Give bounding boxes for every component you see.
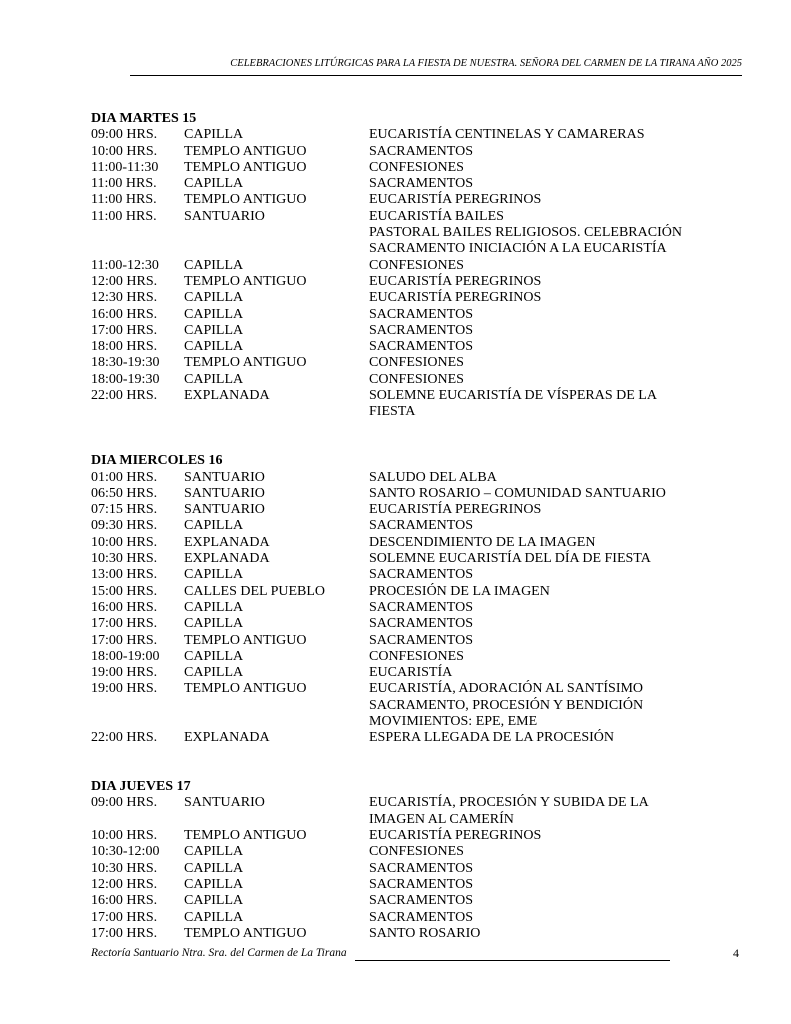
schedule-row xyxy=(91,274,731,290)
description-line: SOLEMNE EUCARISTÍA DE VÍSPERAS DE LA xyxy=(369,388,657,404)
schedule-row xyxy=(91,209,731,258)
description-line: ESPERA LLEGADA DE LA PROCESIÓN xyxy=(369,730,615,746)
schedule-row xyxy=(91,828,731,844)
event-description xyxy=(369,861,731,877)
event-description xyxy=(369,518,731,534)
event-place: CAPILLA xyxy=(184,893,244,909)
schedule-row xyxy=(91,861,731,877)
schedule-row xyxy=(91,355,731,371)
event-time: 17:00 HRS. xyxy=(91,909,158,925)
day-section xyxy=(91,111,731,421)
schedule-row xyxy=(91,567,731,583)
event-place: CAPILLA xyxy=(184,665,244,681)
description-line: PROCESIÓN DE LA IMAGEN xyxy=(369,583,550,599)
description-line: PASTORAL BAILES RELIGIOSOS. CELEBRACIÓN xyxy=(369,225,682,241)
event-description xyxy=(369,372,731,388)
event-description xyxy=(369,649,731,665)
event-time: 07:15 HRS. xyxy=(91,502,158,518)
page-footer: Rectoría Santuario Ntra. Sra. del Carmen de La Tirana xyxy=(91,947,347,959)
event-place: SANTUARIO xyxy=(184,795,265,811)
event-time: 10:00 HRS. xyxy=(91,828,158,844)
event-time: 16:00 HRS. xyxy=(91,599,158,615)
event-place: CAPILLA xyxy=(184,860,244,876)
description-line: CONFESIONES xyxy=(369,371,464,387)
event-time: 10:30 HRS. xyxy=(91,860,158,876)
description-line: SACRAMENTO, PROCESIÓN Y BENDICIÓN xyxy=(369,697,644,713)
event-place: TEMPLO ANTIGUO xyxy=(184,273,307,289)
event-place: CALLES DEL PUEBLO xyxy=(184,583,326,599)
event-place: TEMPLO ANTIGUO xyxy=(184,632,307,648)
description-line: SACRAMENTOS xyxy=(369,306,473,322)
page-number: 4 xyxy=(733,946,739,960)
header-divider xyxy=(130,75,742,76)
event-time: 17:00 HRS. xyxy=(91,632,158,648)
event-time: 12:00 HRS. xyxy=(91,876,158,892)
event-time: 11:00 HRS. xyxy=(91,208,157,224)
schedule-row xyxy=(91,551,731,567)
description-line: SACRAMENTOS xyxy=(369,616,473,632)
description-line: EUCARISTÍA BAILES xyxy=(369,208,504,224)
description-line: CONFESIONES xyxy=(369,159,464,175)
event-place: SANTUARIO xyxy=(184,208,265,224)
description-line: SOLEMNE EUCARISTÍA DEL DÍA DE FIESTA xyxy=(369,551,651,567)
event-description xyxy=(369,274,731,290)
schedule-row xyxy=(91,518,731,534)
event-place: TEMPLO ANTIGUO xyxy=(184,828,307,844)
event-time: 11:00-11:30 xyxy=(91,159,159,175)
event-place: CAPILLA xyxy=(184,371,244,387)
description-line: EUCARISTÍA PEREGRINOS xyxy=(369,828,542,844)
event-time: 19:00 HRS. xyxy=(91,665,158,681)
event-description xyxy=(369,567,731,583)
event-time: 01:00 HRS. xyxy=(91,469,158,485)
event-time: 11:00-12:30 xyxy=(91,257,159,273)
schedule-row xyxy=(91,649,731,665)
description-line: EUCARISTÍA PEREGRINOS xyxy=(369,192,542,208)
event-time: 22:00 HRS. xyxy=(91,388,158,404)
event-description xyxy=(369,470,731,486)
event-description xyxy=(369,877,731,893)
event-description xyxy=(369,486,731,502)
schedule-row xyxy=(91,470,731,486)
schedule-row xyxy=(91,144,731,160)
event-place: EXPLANADA xyxy=(184,388,270,404)
description-line: EUCARISTÍA PEREGRINOS xyxy=(369,502,542,518)
event-description xyxy=(369,681,731,730)
description-line: SACRAMENTOS xyxy=(369,893,473,909)
event-place: CAPILLA xyxy=(184,518,244,534)
event-time: 18:00-19:30 xyxy=(91,371,160,387)
schedule-row xyxy=(91,258,731,274)
event-description xyxy=(369,290,731,306)
section-gap xyxy=(91,421,731,454)
event-description xyxy=(369,633,731,649)
description-line: FIESTA xyxy=(369,404,416,420)
description-line: SACRAMENTOS xyxy=(369,567,473,583)
schedule-row xyxy=(91,893,731,909)
schedule-row xyxy=(91,730,731,746)
event-place: TEMPLO ANTIGUO xyxy=(184,192,307,208)
schedule-row xyxy=(91,665,731,681)
description-line: SACRAMENTOS xyxy=(369,909,473,925)
event-place: EXPLANADA xyxy=(184,534,270,550)
description-line: CONFESIONES xyxy=(369,355,464,371)
description-line: EUCARISTÍA CENTINELAS Y CAMARERAS xyxy=(369,127,645,143)
event-description xyxy=(369,307,731,323)
event-description xyxy=(369,584,731,600)
event-description xyxy=(369,828,731,844)
page-header: CELEBRACIONES LITÚRGICAS PARA LA FIESTA DE NUESTRA. SEÑORA DEL CARMEN DE LA TIRANA AÑO 2025 xyxy=(230,58,742,69)
event-time: 10:30-12:00 xyxy=(91,844,160,860)
description-line: EUCARISTÍA, ADORACIÓN AL SANTÍSIMO xyxy=(369,681,644,697)
event-place: CAPILLA xyxy=(184,599,244,615)
schedule-row xyxy=(91,192,731,208)
event-description xyxy=(369,844,731,860)
event-description xyxy=(369,502,731,518)
event-place: CAPILLA xyxy=(184,176,244,192)
description-line: SANTO ROSARIO – COMUNIDAD SANTUARIO xyxy=(369,485,666,501)
event-time: 17:00 HRS. xyxy=(91,925,158,941)
event-time: 22:00 HRS. xyxy=(91,730,158,746)
event-description xyxy=(369,910,731,926)
event-place: CAPILLA xyxy=(184,909,244,925)
event-place: CAPILLA xyxy=(184,876,244,892)
schedule-row xyxy=(91,926,731,942)
event-time: 13:00 HRS. xyxy=(91,567,158,583)
event-description xyxy=(369,730,731,746)
event-description xyxy=(369,388,731,421)
description-line: EUCARISTÍA xyxy=(369,665,453,681)
schedule-row xyxy=(91,910,731,926)
schedule-row xyxy=(91,584,731,600)
description-line: EUCARISTÍA PEREGRINOS xyxy=(369,273,542,289)
event-time: 11:00 HRS. xyxy=(91,176,157,192)
day-section xyxy=(91,453,731,746)
event-description xyxy=(369,176,731,192)
description-line: SACRAMENTOS xyxy=(369,599,473,615)
event-description xyxy=(369,535,731,551)
schedule-row xyxy=(91,681,731,730)
event-time: 19:00 HRS. xyxy=(91,681,158,697)
event-time: 15:00 HRS. xyxy=(91,583,158,599)
event-place: TEMPLO ANTIGUO xyxy=(184,159,307,175)
event-time: 18:30-19:30 xyxy=(91,355,160,371)
description-line: DESCENDIMIENTO DE LA IMAGEN xyxy=(369,534,596,550)
event-time: 09:00 HRS. xyxy=(91,795,158,811)
event-time: 16:00 HRS. xyxy=(91,893,158,909)
schedule-row xyxy=(91,339,731,355)
event-place: TEMPLO ANTIGUO xyxy=(184,143,307,159)
event-description xyxy=(369,144,731,160)
event-place: CAPILLA xyxy=(184,648,244,664)
event-place: CAPILLA xyxy=(184,257,244,273)
event-time: 11:00 HRS. xyxy=(91,192,157,208)
schedule-row xyxy=(91,160,731,176)
event-time: 17:00 HRS. xyxy=(91,322,158,338)
schedule-row xyxy=(91,616,731,632)
description-line: SACRAMENTOS xyxy=(369,518,473,534)
event-place: TEMPLO ANTIGUO xyxy=(184,925,307,941)
schedule-row xyxy=(91,633,731,649)
event-description xyxy=(369,616,731,632)
event-time: 10:30 HRS. xyxy=(91,551,158,567)
event-place: CAPILLA xyxy=(184,616,244,632)
event-time: 18:00-19:00 xyxy=(91,648,160,664)
event-time: 06:50 HRS. xyxy=(91,485,158,501)
schedule-row xyxy=(91,307,731,323)
day-title: DIA MIERCOLES 16 xyxy=(91,453,223,469)
event-place: TEMPLO ANTIGUO xyxy=(184,681,307,697)
event-description xyxy=(369,600,731,616)
description-line: MOVIMIENTOS: EPE, EME xyxy=(369,713,538,729)
event-time: 12:00 HRS. xyxy=(91,273,158,289)
event-time: 10:00 HRS. xyxy=(91,534,158,550)
description-line: SACRAMENTOS xyxy=(369,339,473,355)
event-description xyxy=(369,926,731,942)
description-line: IMAGEN AL CAMERÍN xyxy=(369,811,514,827)
schedule-row xyxy=(91,600,731,616)
section-gap xyxy=(91,747,731,780)
schedule-row xyxy=(91,877,731,893)
event-place: EXPLANADA xyxy=(184,551,270,567)
description-line: EUCARISTÍA PEREGRINOS xyxy=(369,290,542,306)
event-time: 18:00 HRS. xyxy=(91,339,158,355)
event-place: CAPILLA xyxy=(184,567,244,583)
event-place: CAPILLA xyxy=(184,844,244,860)
event-place: SANTUARIO xyxy=(184,469,265,485)
event-place: SANTUARIO xyxy=(184,485,265,501)
event-description xyxy=(369,209,731,258)
description-line: SALUDO DEL ALBA xyxy=(369,469,497,485)
description-line: EUCARISTÍA, PROCESIÓN Y SUBIDA DE LA xyxy=(369,795,649,811)
event-place: SANTUARIO xyxy=(184,502,265,518)
description-line: SACRAMENTOS xyxy=(369,876,473,892)
schedule-row xyxy=(91,323,731,339)
day-title: DIA MARTES 15 xyxy=(91,111,197,126)
schedule-row xyxy=(91,176,731,192)
description-line: CONFESIONES xyxy=(369,648,464,664)
event-time: 16:00 HRS. xyxy=(91,306,158,322)
description-line: SACRAMENTO INICIACIÓN A LA EUCARISTÍA xyxy=(369,241,667,257)
description-line: SACRAMENTOS xyxy=(369,176,473,192)
event-description xyxy=(369,665,731,681)
description-line: CONFESIONES xyxy=(369,257,464,273)
event-place: CAPILLA xyxy=(184,306,244,322)
schedule-row xyxy=(91,388,731,421)
event-place: EXPLANADA xyxy=(184,730,270,746)
description-line: CONFESIONES xyxy=(369,844,464,860)
schedule-row xyxy=(91,127,731,143)
event-time: 17:00 HRS. xyxy=(91,616,158,632)
event-description xyxy=(369,339,731,355)
event-place: CAPILLA xyxy=(184,127,244,143)
description-line: SACRAMENTOS xyxy=(369,860,473,876)
schedule-row xyxy=(91,290,731,306)
event-time: 09:30 HRS. xyxy=(91,518,158,534)
description-line: SACRAMENTOS xyxy=(369,143,473,159)
day-title: DIA JUEVES 17 xyxy=(91,779,191,795)
schedule-row xyxy=(91,844,731,860)
description-line: SANTO ROSARIO xyxy=(369,925,481,941)
day-section xyxy=(91,779,731,942)
schedule-row xyxy=(91,372,731,388)
event-description xyxy=(369,551,731,567)
event-description xyxy=(369,355,731,371)
schedule-row xyxy=(91,535,731,551)
event-description xyxy=(369,160,731,176)
schedule-row xyxy=(91,795,731,828)
event-time: 12:30 HRS. xyxy=(91,290,158,306)
description-line: SACRAMENTOS xyxy=(369,322,473,338)
event-description xyxy=(369,323,731,339)
event-place: TEMPLO ANTIGUO xyxy=(184,355,307,371)
event-description xyxy=(369,258,731,274)
schedule-row xyxy=(91,486,731,502)
event-place: CAPILLA xyxy=(184,339,244,355)
event-place: CAPILLA xyxy=(184,322,244,338)
event-description xyxy=(369,192,731,208)
event-description xyxy=(369,795,731,828)
event-time: 10:00 HRS. xyxy=(91,143,158,159)
event-place: CAPILLA xyxy=(184,290,244,306)
schedule-content xyxy=(91,111,731,942)
description-line: SACRAMENTOS xyxy=(369,632,473,648)
event-description xyxy=(369,893,731,909)
event-time: 09:00 HRS. xyxy=(91,127,158,143)
event-description xyxy=(369,127,731,143)
schedule-row xyxy=(91,502,731,518)
footer-divider xyxy=(355,960,670,961)
